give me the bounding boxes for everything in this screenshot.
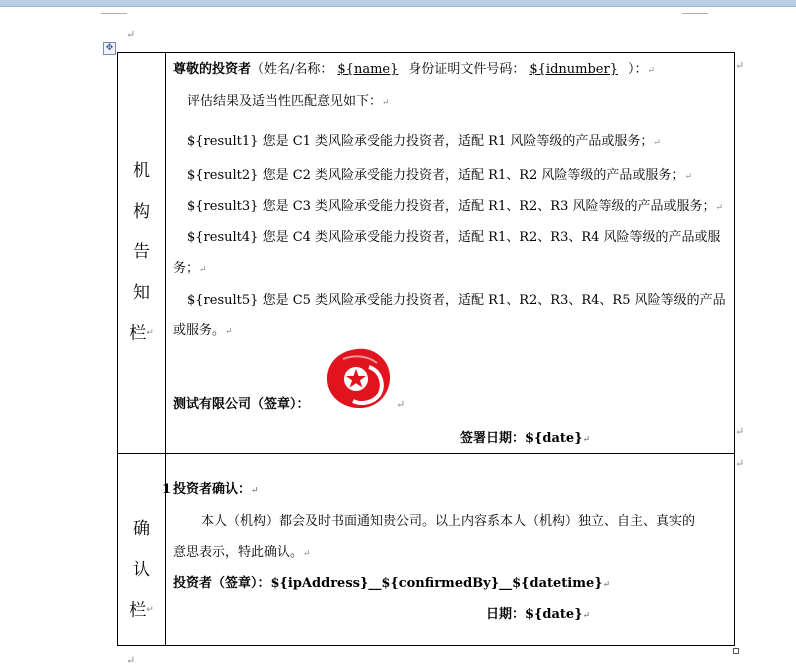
crop-mark-left	[101, 13, 127, 14]
investor-sign-line: 投资者（签章）：${ipAddress}__${confirmedBy}__${datetime}↵	[173, 576, 611, 591]
row-divider	[118, 453, 734, 454]
notice-section-label: 机 构 告 知 栏 ↵	[118, 151, 165, 354]
sign-date: 签署日期：${date}↵	[460, 431, 591, 446]
greeting-line: 尊敬的投资者（姓名/名称： ${name} 身份证明文件号码： ${idnumber} ）：↵	[173, 62, 656, 77]
id-variable: ${idnumber}	[529, 62, 618, 77]
name-variable: ${name}	[337, 62, 399, 77]
top-ruler-bar	[0, 0, 796, 7]
result-line-2: ${result2} 您是 C2 类风险承受能力投资者，适配 R1、R2 风险等级的产品或服务；↵	[187, 168, 692, 183]
confirm-date: 日期：${date}↵	[486, 607, 591, 622]
confirm-body-line2: 意思表示，特此确认。↵	[173, 545, 311, 560]
crop-mark-right	[682, 13, 708, 14]
table-resize-handle[interactable]	[733, 648, 739, 654]
column-divider	[165, 53, 166, 645]
result-line-1: ${result1} 您是 C1 类风险承受能力投资者，适配 R1 风险等级的产品或服务；↵	[187, 134, 661, 149]
red-star-seal-icon	[323, 345, 393, 411]
confirm-section-label: 确 认 栏 ↵	[118, 509, 165, 631]
confirm-title: 投资者确认：↵	[173, 482, 259, 497]
paragraph-mark: ↵	[126, 28, 136, 41]
result-line-5: ${result5} 您是 C5 类风险承受能力投资者，适配 R1、R2、R3、R4、R5 风险等级的产品	[187, 293, 726, 308]
company-sign-label: 测试有限公司（签章）：	[173, 397, 310, 412]
intro-line: 评估结果及适当性匹配意见如下：↵	[187, 94, 390, 109]
stray-mark: 1	[162, 482, 172, 497]
result-line-4-cont: 务；↵	[173, 261, 207, 276]
table-move-handle-icon[interactable]: ✥	[103, 42, 116, 55]
result-line-5-cont: 或服务。↵	[173, 323, 233, 338]
result-line-3: ${result3} 您是 C3 类风险承受能力投资者，适配 R1、R2、R3 风险等级的产品或服务；↵	[187, 199, 724, 214]
result-line-4: ${result4} 您是 C4 类风险承受能力投资者，适配 R1、R2、R3、R4 风险等级的产品或服	[187, 230, 721, 245]
confirm-body-line1: 本人（机构）都会及时书面通知贵公司。以上内容系本人（机构）独立、自主、真实的	[201, 514, 696, 529]
